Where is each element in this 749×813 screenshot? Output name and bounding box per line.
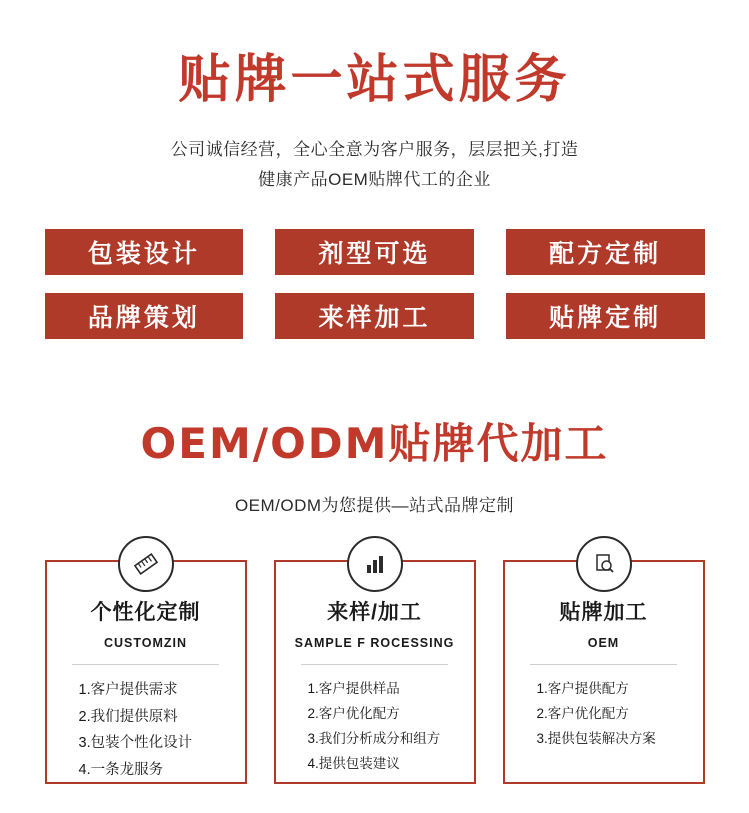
- list-item: 4.一条龙服务: [78, 762, 164, 779]
- page-title: 贴牌一站式服务: [178, 50, 571, 110]
- service-tag-dosage-form: 剂型可选: [275, 229, 474, 275]
- service-tag-packaging-design: 包装设计: [45, 229, 244, 275]
- list-item: 1.客户提供需求: [78, 681, 178, 698]
- service-tag-oem-custom: 贴牌定制: [506, 293, 705, 339]
- service-tag-grid: [45, 229, 705, 339]
- list-item: 3.提供包装解决方案: [536, 730, 656, 746]
- divider: [530, 664, 676, 665]
- divider: [301, 664, 447, 665]
- service-card-list: [45, 560, 705, 784]
- service-card-english: OEM: [587, 635, 620, 650]
- list-item: 2.客户优化配方: [536, 705, 629, 721]
- service-card-items: [290, 677, 460, 777]
- service-card-title: 贴牌加工: [559, 600, 648, 624]
- list-item: 3.包装个性化设计: [78, 735, 193, 752]
- ruler-icon: [118, 536, 174, 592]
- service-card-title: 来样/加工: [327, 600, 422, 624]
- service-tag-brand-planning: 品牌策划: [45, 293, 244, 339]
- service-card-english: CUSTOMZIN: [103, 635, 188, 650]
- hero-subtitle-line-2: 健康产品OEM贴牌代工的企业: [258, 169, 491, 189]
- hero-subtitle: [0, 135, 749, 195]
- service-card-oem: [503, 560, 705, 784]
- service-card-sample: [274, 560, 476, 784]
- search-document-icon: [576, 536, 632, 592]
- service-card-items: [61, 677, 231, 784]
- service-card-items: [519, 677, 689, 752]
- divider: [72, 664, 218, 665]
- service-tag-formula-custom: 配方定制: [506, 229, 705, 275]
- list-item: 1.客户提供样品: [307, 680, 400, 696]
- hero-subtitle-line-1: 公司诚信经营，全心全意为客户服务，层层把关,打造: [170, 140, 579, 160]
- service-card-custom: [45, 560, 247, 784]
- service-card-english: SAMPLE F ROCESSING: [294, 635, 455, 650]
- list-item: 3.我们分析成分和组方: [307, 730, 441, 746]
- list-item: 1.客户提供配方: [536, 680, 629, 696]
- service-tag-sample-processing: 来样加工: [275, 293, 474, 339]
- list-item: 2.客户优化配方: [307, 705, 400, 721]
- service-card-title: 个性化定制: [90, 600, 201, 624]
- bar-chart-icon: [347, 536, 403, 592]
- oem-section-title: OEM/ODM贴牌代加工: [140, 418, 609, 468]
- oem-section-subtitle: OEM/ODM为您提供—站式品牌定制: [234, 495, 515, 515]
- list-item: 2.我们提供原料: [78, 708, 178, 725]
- list-item: 4.提供包装建议: [307, 755, 400, 771]
